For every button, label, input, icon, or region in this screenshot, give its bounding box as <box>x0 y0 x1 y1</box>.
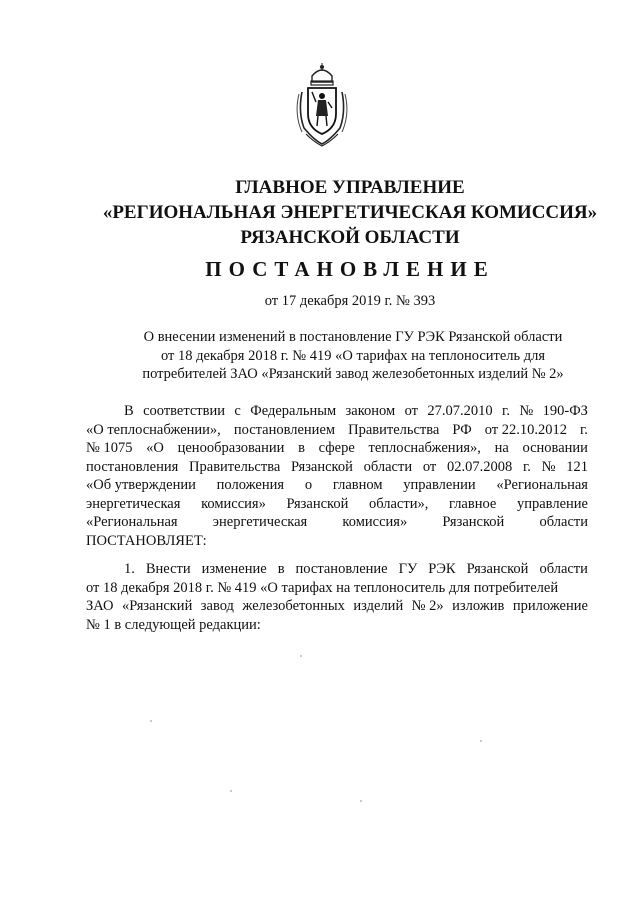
ryazan-coat-of-arms-icon <box>294 62 350 148</box>
preamble-paragraph <box>86 402 588 550</box>
preamble-line: ПОСТАНОВЛЯЕТ: <box>86 532 207 549</box>
subject-line: О внесении изменений в постановление ГУ РЭК Рязанской области <box>143 329 563 345</box>
document-subject <box>118 328 588 384</box>
preamble-line: энергетическая комиссия» Рязанской области», главное управление <box>86 495 588 512</box>
document-type-title: ПОСТАНОВЛЕНИЕ <box>205 257 495 281</box>
scan-speck <box>360 800 362 802</box>
header-line-1: ГЛАВНОЕ УПРАВЛЕНИЕ <box>235 177 465 198</box>
item-line: 1. Внести изменение в постановление ГУ РЭК Рязанской области <box>124 561 588 577</box>
preamble-line: № 1075 «О ценообразовании в сфере теплоснабжения», на основании <box>86 440 588 456</box>
header-line-2: «РЕГИОНАЛЬНАЯ ЭНЕРГЕТИЧЕСКАЯ КОМИССИЯ» <box>102 202 598 223</box>
preamble-line: постановления Правительства Рязанской области от 02.07.2008 г. № 121 <box>86 458 588 475</box>
scan-speck <box>300 655 302 657</box>
header-line-3: РЯЗАНСКОЙ ОБЛАСТИ <box>240 227 460 248</box>
scan-speck <box>480 740 482 742</box>
scan-speck <box>150 720 152 722</box>
item-line: № 1 в следующей редакции: <box>86 616 261 633</box>
preamble-line: «Об утверждении положения о главном управлении «Региональная <box>86 477 588 493</box>
preamble-line: «О теплоснабжении», постановлением Правительства РФ от 22.10.2012 г. <box>86 421 588 438</box>
preamble-line: «Региональная энергетическая комиссия» Рязанской области <box>86 514 588 530</box>
item-line: ЗАО «Рязанский завод железобетонных изделий № 2» изложив приложение <box>86 598 588 614</box>
subject-line: от 18 декабря 2018 г. № 419 «О тарифах на теплоноситель для <box>160 347 546 364</box>
item-1-paragraph <box>86 560 588 634</box>
item-line: от 18 декабря 2018 г. № 419 «О тарифах на теплоноситель для потребителей <box>86 579 559 596</box>
document-date-number: от 17 декабря 2019 г. № 393 <box>264 293 436 309</box>
subject-line: потребителей ЗАО «Рязанский завод железобетонных изделий № 2» <box>142 366 564 382</box>
scan-speck <box>230 790 232 792</box>
preamble-line: В соответствии с Федеральным законом от 27.07.2010 г. № 190-ФЗ <box>124 403 588 419</box>
